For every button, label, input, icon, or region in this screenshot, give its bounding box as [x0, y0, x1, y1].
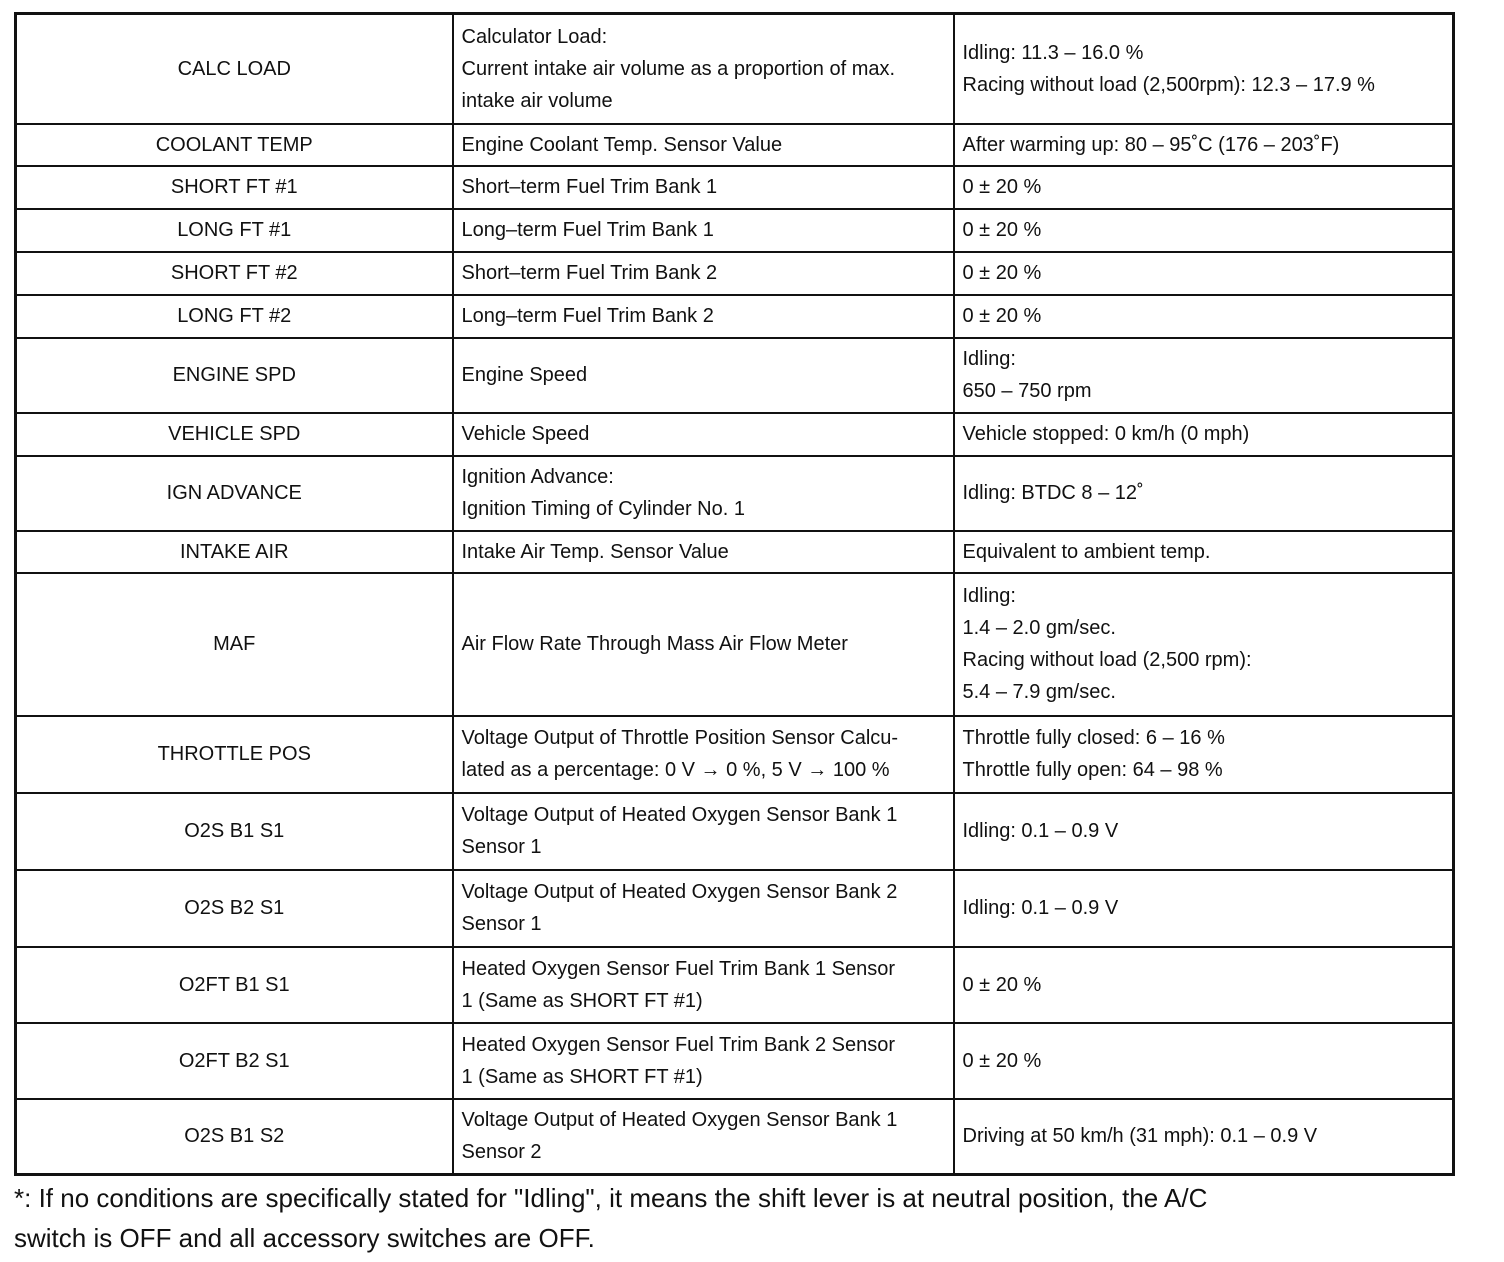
- item-name: IGN ADVANCE: [166, 482, 302, 504]
- table-row: [16, 252, 1454, 295]
- description-line: lated as a percentage: 0 V → 0 %, 5 V → 100 %: [461, 759, 890, 781]
- table-row: [16, 870, 1454, 947]
- table-body: [16, 14, 1454, 1175]
- description-line: Long–term Fuel Trim Bank 1: [461, 219, 714, 241]
- condition-line: 5.4 – 7.9 gm/sec.: [962, 681, 1116, 703]
- item-cell: [16, 252, 453, 295]
- spec-sheet: [14, 12, 1452, 1176]
- item-cell: [16, 1023, 453, 1099]
- table-row: [16, 166, 1454, 209]
- item-cell: [16, 793, 453, 870]
- condition-line: Throttle fully closed: 6 – 16 %: [962, 727, 1225, 749]
- item-cell: [16, 14, 453, 124]
- item-cell: [16, 413, 453, 456]
- table-row: [16, 716, 1454, 793]
- description-cell: [453, 338, 954, 413]
- condition-line: 0 ± 20 %: [962, 973, 1042, 996]
- description-line: Sensor 1: [461, 836, 542, 858]
- condition-cell: [954, 716, 1454, 793]
- item-cell: [16, 295, 453, 338]
- item-cell: [16, 456, 453, 531]
- item-name: O2FT B1 S1: [178, 973, 290, 996]
- description-line: Engine Speed: [461, 364, 588, 386]
- table-row: [16, 209, 1454, 252]
- item-name: CALC LOAD: [177, 57, 291, 80]
- item-name: LONG FT #2: [177, 305, 292, 327]
- description-line: Heated Oxygen Sensor Fuel Trim Bank 2 Sensor: [461, 1033, 896, 1056]
- item-cell: [16, 716, 453, 793]
- table-row: [16, 531, 1454, 573]
- condition-line: Racing without load (2,500rpm): 12.3 – 17.9 %: [962, 73, 1375, 96]
- table-row: [16, 338, 1454, 413]
- item-cell: [16, 338, 453, 413]
- description-line: Air Flow Rate Through Mass Air Flow Meter: [461, 633, 848, 655]
- item-name: THROTTLE POS: [157, 743, 311, 765]
- item-cell: [16, 124, 453, 166]
- item-name: LONG FT #1: [177, 219, 292, 241]
- condition-cell: [954, 947, 1454, 1023]
- item-name: COOLANT TEMP: [155, 133, 313, 156]
- condition-line: Idling:: [962, 585, 1016, 607]
- item-cell: [16, 947, 453, 1023]
- description-line: Voltage Output of Throttle Position Sensor Calcu-: [461, 727, 899, 749]
- condition-cell: [954, 1023, 1454, 1099]
- table-row: [16, 1023, 1454, 1099]
- item-cell: [16, 531, 453, 573]
- description-cell: [453, 166, 954, 209]
- condition-line: Idling: BTDC 8 – 12˚: [962, 482, 1144, 504]
- condition-cell: [954, 338, 1454, 413]
- description-line: Calculator Load:: [461, 25, 608, 48]
- description-line: Voltage Output of Heated Oxygen Sensor Bank 2: [461, 881, 898, 903]
- description-cell: [453, 456, 954, 531]
- condition-cell: [954, 793, 1454, 870]
- item-name: O2S B1 S1: [184, 820, 285, 842]
- table-row: [16, 295, 1454, 338]
- condition-line: Racing without load (2,500 rpm):: [962, 649, 1252, 671]
- item-name: SHORT FT #1: [170, 176, 298, 198]
- condition-cell: [954, 14, 1454, 124]
- description-cell: [453, 14, 954, 124]
- description-cell: [453, 793, 954, 870]
- item-name: SHORT FT #2: [170, 262, 298, 284]
- item-name: ENGINE SPD: [172, 364, 296, 386]
- condition-line: Throttle fully open: 64 – 98 %: [962, 759, 1223, 781]
- table-row: [16, 14, 1454, 124]
- description-line: Short–term Fuel Trim Bank 2: [461, 262, 718, 284]
- condition-cell: [954, 531, 1454, 573]
- condition-line: 650 – 750 rpm: [962, 380, 1092, 402]
- item-cell: [16, 870, 453, 947]
- item-name: O2S B1 S2: [184, 1125, 285, 1148]
- condition-line: Driving at 50 km/h (31 mph): 0.1 – 0.9 V: [962, 1125, 1318, 1148]
- description-line: Long–term Fuel Trim Bank 2: [461, 305, 714, 327]
- description-line: Ignition Advance:: [461, 466, 614, 488]
- footnote: [14, 1178, 1474, 1258]
- description-line: Vehicle Speed: [461, 423, 590, 445]
- condition-cell: [954, 166, 1454, 209]
- condition-cell: [954, 124, 1454, 166]
- item-name: MAF: [213, 633, 256, 655]
- description-cell: [453, 1023, 954, 1099]
- description-line: Sensor 1: [461, 913, 542, 935]
- table-row: [16, 413, 1454, 456]
- item-cell: [16, 209, 453, 252]
- data-list-table: [14, 12, 1455, 1176]
- description-line: 1 (Same as SHORT FT #1): [461, 989, 703, 1012]
- condition-line: 0 ± 20 %: [962, 1049, 1042, 1072]
- description-cell: [453, 531, 954, 573]
- condition-line: Vehicle stopped: 0 km/h (0 mph): [962, 423, 1250, 445]
- table-row: [16, 793, 1454, 870]
- condition-line: 0 ± 20 %: [962, 262, 1042, 284]
- description-cell: [453, 413, 954, 456]
- table-row: [16, 947, 1454, 1023]
- condition-cell: [954, 252, 1454, 295]
- footnote-line-2: switch is OFF and all accessory switches are OFF.: [14, 1223, 595, 1253]
- description-line: Ignition Timing of Cylinder No. 1: [461, 498, 745, 520]
- description-line: 1 (Same as SHORT FT #1): [461, 1065, 703, 1088]
- item-cell: [16, 166, 453, 209]
- item-name: VEHICLE SPD: [168, 423, 301, 445]
- description-line: Engine Coolant Temp. Sensor Value: [461, 133, 783, 156]
- description-line: Short–term Fuel Trim Bank 1: [461, 176, 718, 198]
- description-cell: [453, 252, 954, 295]
- description-cell: [453, 573, 954, 716]
- description-cell: [453, 947, 954, 1023]
- description-line: intake air volume: [461, 89, 613, 112]
- item-name: O2FT B2 S1: [178, 1049, 290, 1072]
- condition-cell: [954, 456, 1454, 531]
- condition-cell: [954, 1099, 1454, 1175]
- item-cell: [16, 573, 453, 716]
- description-cell: [453, 124, 954, 166]
- condition-line: Idling:: [962, 348, 1016, 370]
- item-name: INTAKE AIR: [179, 540, 289, 563]
- condition-line: 0 ± 20 %: [962, 176, 1042, 198]
- description-cell: [453, 295, 954, 338]
- condition-cell: [954, 413, 1454, 456]
- condition-cell: [954, 295, 1454, 338]
- description-line: Voltage Output of Heated Oxygen Sensor Bank 1: [461, 804, 898, 826]
- description-cell: [453, 870, 954, 947]
- description-line: Voltage Output of Heated Oxygen Sensor Bank 1: [461, 1109, 898, 1132]
- description-line: Current intake air volume as a proportion of max.: [461, 57, 896, 80]
- table-row: [16, 573, 1454, 716]
- condition-line: Equivalent to ambient temp.: [962, 540, 1211, 563]
- description-line: Intake Air Temp. Sensor Value: [461, 540, 729, 563]
- description-cell: [453, 209, 954, 252]
- condition-line: Idling: 0.1 – 0.9 V: [962, 820, 1119, 842]
- footnote-line-1: *: If no conditions are specifically stated for "Idling", it means the shift lever is at neutral position, the A/C: [14, 1183, 1208, 1213]
- condition-line: Idling: 0.1 – 0.9 V: [962, 897, 1119, 919]
- table-row: [16, 456, 1454, 531]
- description-line: Heated Oxygen Sensor Fuel Trim Bank 1 Sensor: [461, 957, 896, 980]
- description-line: Sensor 2: [461, 1141, 542, 1164]
- description-cell: [453, 1099, 954, 1175]
- table-row: [16, 124, 1454, 166]
- condition-line: After warming up: 80 – 95˚C (176 – 203˚F): [962, 133, 1340, 156]
- table-row: [16, 1099, 1454, 1175]
- condition-line: 0 ± 20 %: [962, 305, 1042, 327]
- condition-cell: [954, 209, 1454, 252]
- condition-line: Idling: 11.3 – 16.0 %: [962, 41, 1144, 64]
- condition-line: 1.4 – 2.0 gm/sec.: [962, 617, 1116, 639]
- condition-cell: [954, 573, 1454, 716]
- condition-cell: [954, 870, 1454, 947]
- condition-line: 0 ± 20 %: [962, 219, 1042, 241]
- item-cell: [16, 1099, 453, 1175]
- item-name: O2S B2 S1: [184, 897, 285, 919]
- description-cell: [453, 716, 954, 793]
